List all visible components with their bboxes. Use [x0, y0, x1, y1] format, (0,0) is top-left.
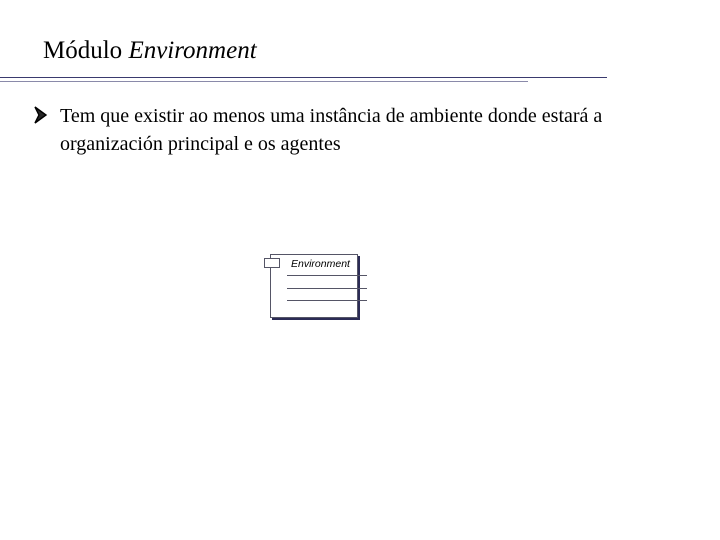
- title-rule-top: [0, 77, 607, 78]
- uml-class-box: [270, 254, 358, 318]
- uml-compartment-divider: [287, 275, 367, 276]
- uml-class-name: Environment: [291, 258, 350, 270]
- uml-class-stereotype-icon: [264, 258, 280, 268]
- slide-title: [43, 33, 257, 69]
- uml-class-diagram: [262, 252, 362, 322]
- arrowhead-bullet-icon: [33, 104, 49, 126]
- bullet-text: Tem que existir ao menos uma instância de ambiente donde estará a organización principal e os agentes: [60, 105, 603, 155]
- title-italic: Environment: [128, 37, 257, 64]
- uml-compartment-divider: [287, 300, 367, 301]
- title-rule-bottom: [0, 81, 528, 82]
- uml-compartment-divider: [287, 288, 367, 289]
- title-prefix: Módulo: [43, 37, 129, 64]
